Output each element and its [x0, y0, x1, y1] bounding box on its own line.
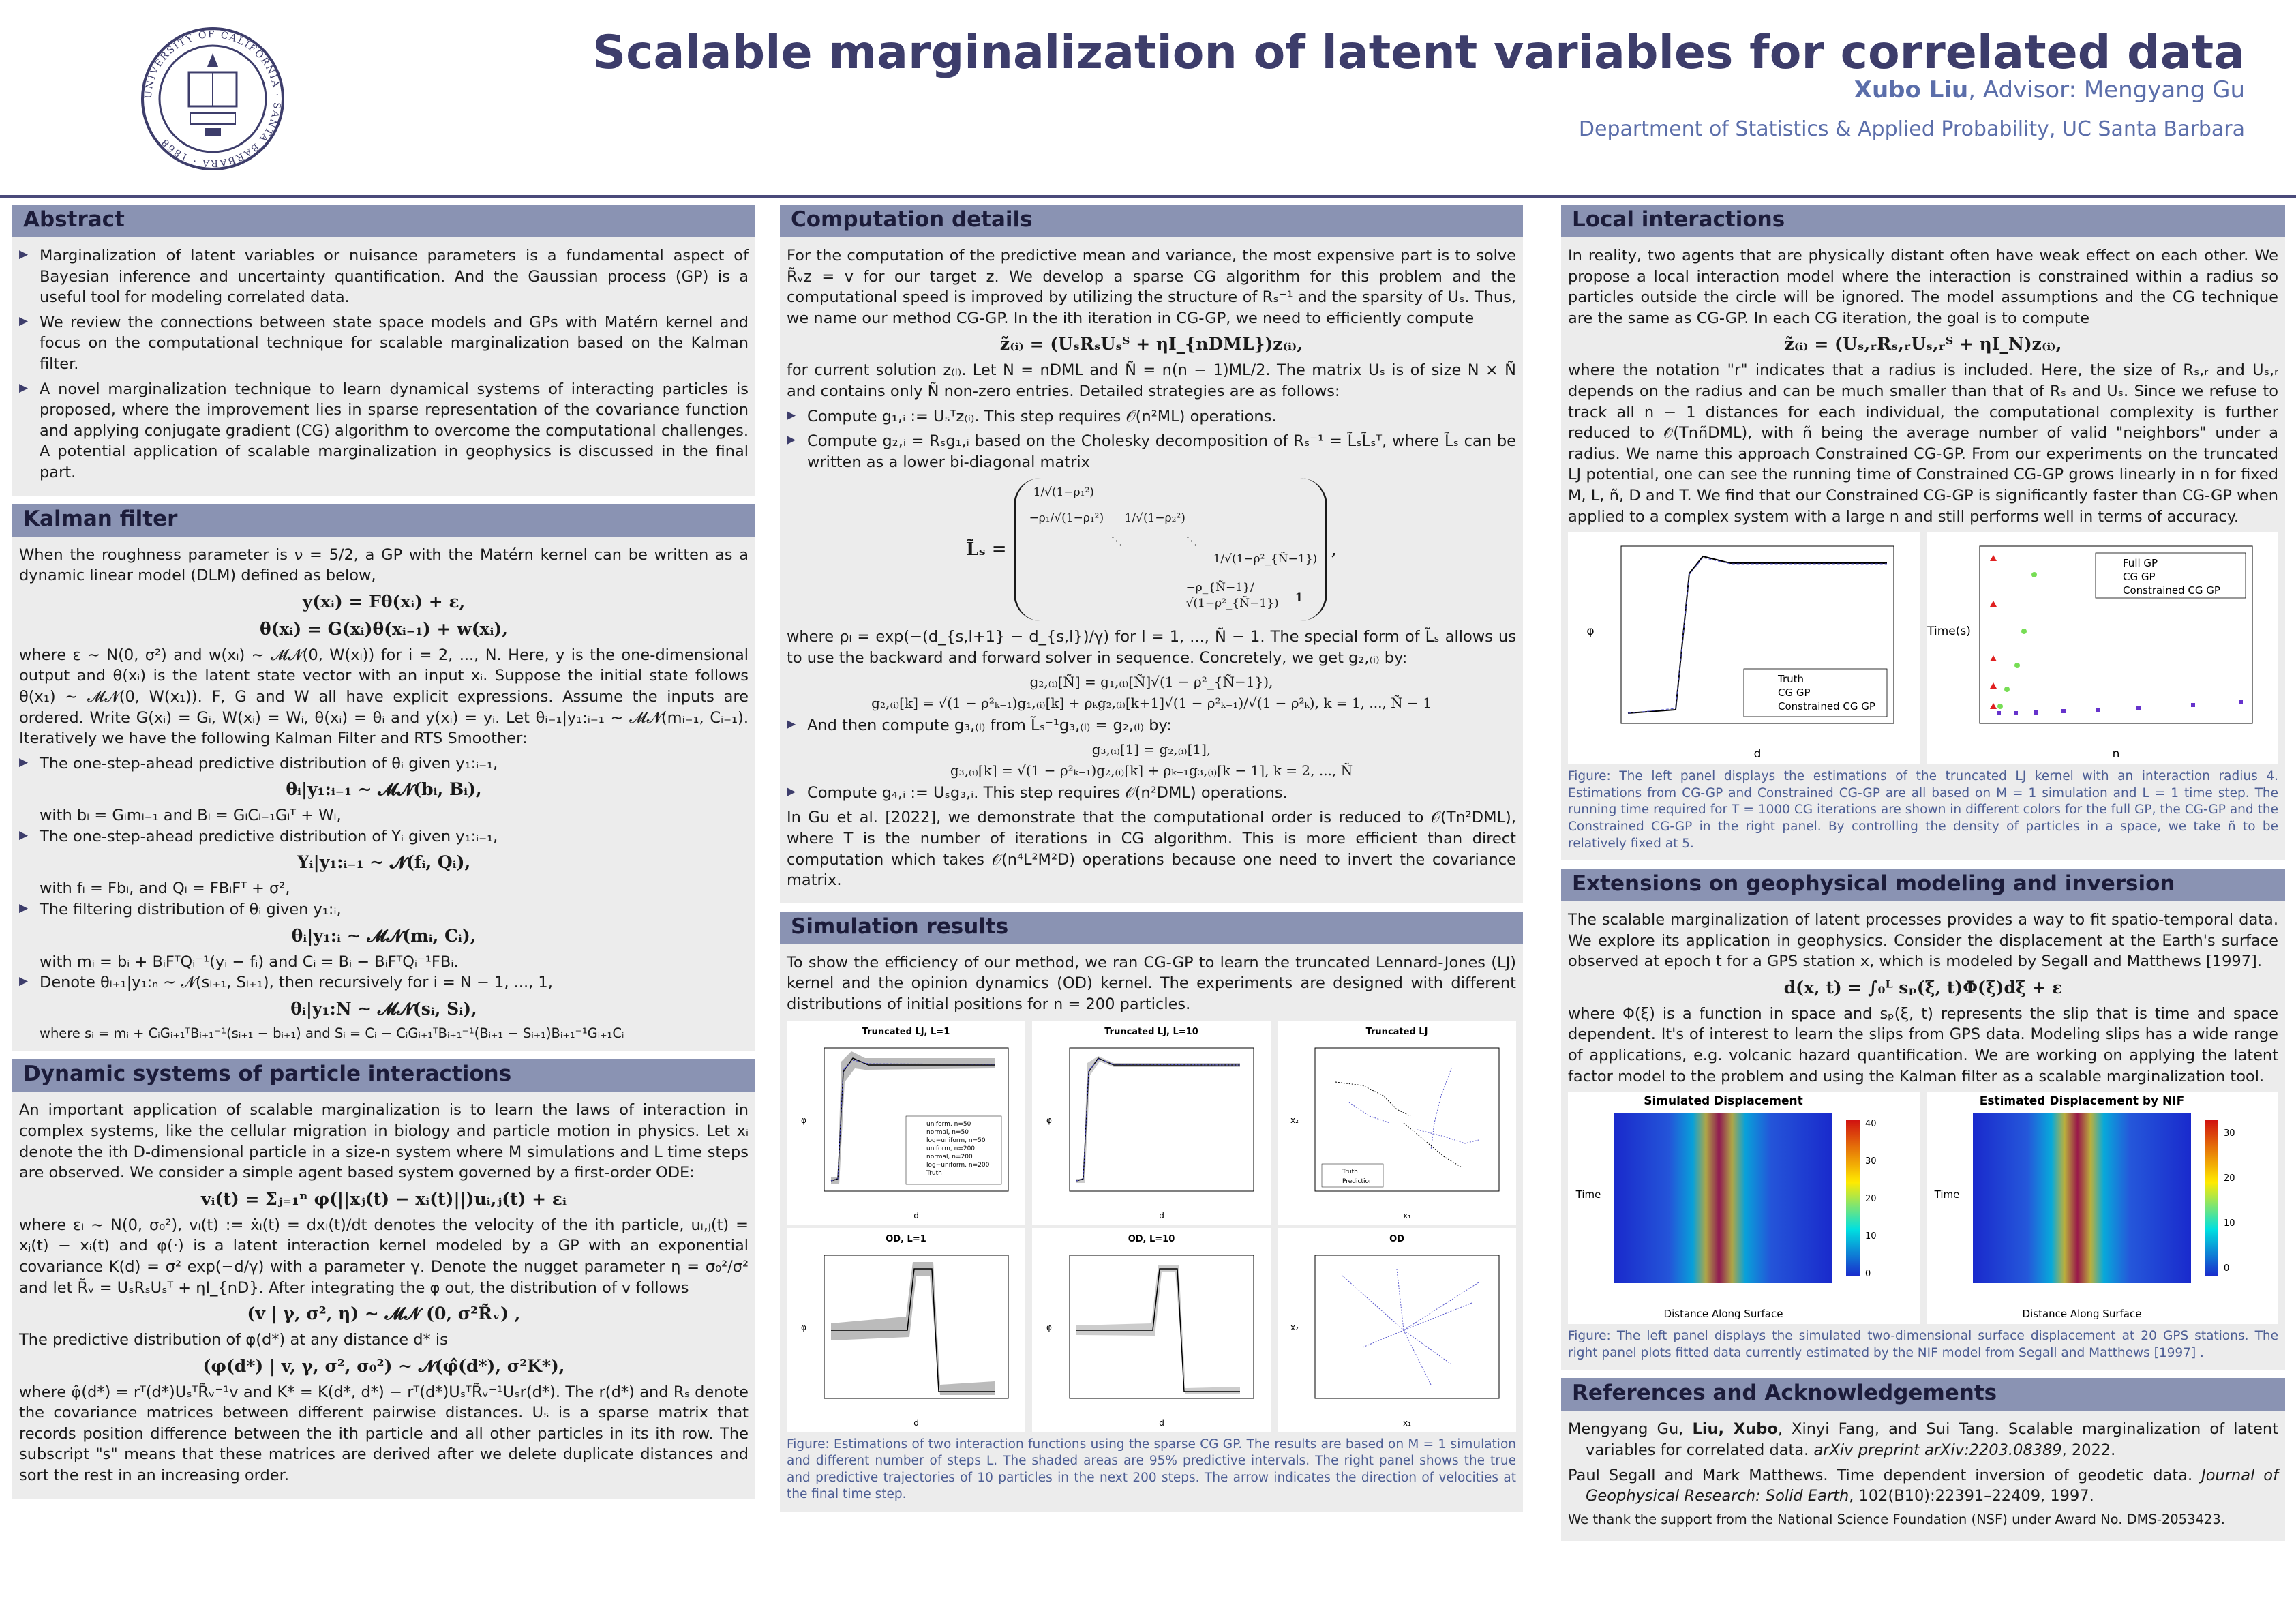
sim-panel-od-l1	[787, 1228, 1025, 1432]
local-kernel-plot	[1568, 532, 1920, 764]
kalman-sub: with bᵢ = Gᵢmᵢ₋₁ and Bᵢ = GᵢCᵢ₋₁Gᵢᵀ + Wᵢ,	[40, 807, 342, 825]
legend-entry: CG GP	[2123, 571, 2156, 584]
colorbar-tick: 40	[1865, 1119, 1877, 1130]
extensions-text: The scalable marginalization of latent processes provides a way to fit spatio-temporal data. We explore its application in geophysics. Consider the displacement at the Earth's surface observed at epoch t for a GPS station x, which is modeled by Segall and Matthews [1997].	[1568, 911, 2278, 971]
local-caption: Figure: The left panel displays the estimations of the truncated LJ kernel with an interaction radius 4. Estimations from CG-GP and Constrained CG-GP are all based on M = 1 simulation and L = 1 time step. The running time required for T = 1000 CG iterations are shown in different colors for the full GP, the CG-GP and the Constrained CG-GP in the right panel. By controlling the density of particles in a space, we take ñ to be relatively fixed at 5.	[1568, 769, 2278, 851]
plot-frame	[1070, 1048, 1254, 1191]
matrix-entry: −ρ₁/√(1−ρ₁²)	[1029, 511, 1104, 526]
cg-gp-point	[2021, 629, 2027, 634]
trajectory	[1404, 1303, 1472, 1330]
panel-title: OD	[1389, 1233, 1404, 1244]
equation: z̃₍ᵢ₎ = (UₛRₛUₛᵀ + ηI_{nDML})z₍ᵢ₎,	[999, 334, 1303, 355]
trajectory	[1349, 1102, 1390, 1123]
y-axis-label: x₂	[1290, 1115, 1299, 1125]
sim-panel-od-trajectories	[1278, 1228, 1516, 1432]
full-gp-point	[1990, 601, 1997, 607]
section-heading: Abstract	[12, 205, 755, 237]
full-gp-point	[1990, 655, 1997, 661]
reference-item: Mengyang Gu, Liu, Xubo, Xinyi Fang, and Sui Tang. Scalable marginalization of latent variables for correlated data. arXiv preprint arXiv:2203.08389, 2022.	[1568, 1420, 2278, 1460]
abstract-bullet: ▶ We review the connections between state space models and GPs with Matérn kernel and focus on the computational technique for scalable marginalization based on the Kalman filter.	[19, 312, 749, 375]
shaded-interval	[1076, 1056, 1240, 1183]
plot-frame	[1315, 1255, 1499, 1398]
x-axis-label: n	[2112, 747, 2120, 762]
legend-entry: Truth	[1778, 673, 1804, 686]
equation: Yᵢ|y₁:ᵢ₋₁ ∼ 𝓝(fᵢ, Qᵢ),	[297, 852, 471, 873]
local-text: In reality, two agents that are physically distant often have weak effect on each other. We propose a local interaction model where the interaction is constrained within a radius so particles outside the circle will be ignored. The model assumptions and the CG technique are the same as CG-GP. In each CG iteration, the goal is to compute	[1568, 247, 2278, 327]
simulation-text: To show the efficiency of our method, we ran CG-GP to learn the truncated Lennard-Jones (LJ) kernel and the opinion dynamics (OD) kernel. The experiments are designed with different distributions of initial positions for n = 200 particles.	[787, 953, 1516, 1014]
legend-entry: Constrained CG GP	[2123, 584, 2220, 597]
extensions-text: where Φ(ξ) is a function in space and sₚ(ξ, t) represents the slip that is time and space dependent. It's of interest to learn the slips from GPS data. Modeling slips has a wide range of applications, e.g. volcanic hazard quantification. We are working on applying the latent factor model to the problem and using the Kalman filter as a scalable marginalization tool.	[1568, 1004, 2278, 1085]
panel-title: Truncated LJ	[1365, 1026, 1428, 1037]
cg-gp-point	[2031, 572, 2037, 577]
kalman-text: where ε ∼ N(0, σ²) and w(xᵢ) ∼ 𝓜𝓝(0, W(xᵢ)) for i = 2, ..., N. Here, y is the one-dimensional output and θ(xᵢ) is the latent state vector with an input xᵢ. Suppose the initial state follows θ(x₁) ∼ 𝓜𝓝(0, W(x₁)). F, G and W all have explicit expressions. Assume the inputs are ordered. Write G(xᵢ) = Gᵢ, W(xᵢ) = Wᵢ, θ(xᵢ) = θᵢ and y(xᵢ) = yᵢ. Let θᵢ₋₁|y₁:ᵢ₋₁ ∼ 𝓜𝓝(mᵢ₋₁, Cᵢ₋₁). Iteratively we have the following Kalman Filter and RTS Smoother:	[19, 646, 749, 748]
legend-entry: normal, n=50	[926, 1128, 969, 1136]
legend-entry: Truth	[926, 1169, 942, 1177]
matrix-dots: ⋱	[1111, 535, 1123, 549]
trajectory	[1404, 1282, 1479, 1330]
colorbar-tick: 10	[2224, 1218, 2235, 1229]
trajectory	[1404, 1123, 1462, 1167]
legend-entry: Constrained CG GP	[1778, 700, 1875, 713]
matrix-dots: ⋱	[1185, 535, 1198, 549]
extensions-figure-row	[1568, 1092, 2278, 1324]
kalman-intro: When the roughness parameter is ν = 5/2, a GP with the Matérn kernel can be written as a dynamic linear model (DLM) defined as below,	[19, 545, 749, 585]
matrix-comma: ,	[1331, 539, 1337, 560]
cg-gp-point	[2004, 687, 2010, 692]
y-axis-label: φ	[1046, 1115, 1052, 1125]
section-heading: References and Acknowledgements	[1561, 1378, 2285, 1411]
section-local	[1561, 205, 2285, 860]
colorbar-tick: 0	[2224, 1263, 2230, 1274]
heatmap-simulated	[1568, 1092, 1920, 1324]
section-extensions	[1561, 869, 2285, 1370]
section-heading: Computation details	[780, 205, 1523, 237]
local-runtime-plot	[1927, 532, 2278, 764]
computation-text: In Gu et al. [2022], we demonstrate that the computational order is reduced to 𝒪(Tn²DML), where T is the number of iterations in CG algorithm. This is more efficient than direct computation which takes 𝒪(n⁴L²M²D) operations because one need to invert the covariance matrix.	[787, 809, 1516, 890]
trajectory	[1335, 1082, 1410, 1116]
y-axis-label: φ	[1586, 625, 1595, 639]
author-name: Xubo Liu	[1854, 76, 1969, 104]
equation: (v | γ, σ², η) ∼ 𝓜𝓝 (0, σ²R̃ᵥ) ,	[247, 1304, 521, 1324]
computation-text: for current solution z₍ᵢ₎. Let N = nDML and Ñ = n(n − 1)ML/2. The matrix Uₛ is of size N × Ñ and contains only Ñ non-zero entries. Detailed strategies are as follows:	[787, 361, 1516, 400]
full-gp-point	[1990, 555, 1997, 561]
x-axis-label: d	[913, 1417, 919, 1428]
legend-entry: log−uniform, n=50	[926, 1137, 986, 1144]
section-heading: Dynamic systems of particle interactions	[12, 1059, 755, 1092]
legend-entry: normal, n=200	[926, 1153, 973, 1160]
y-axis-label: x₂	[1290, 1322, 1299, 1332]
ucsb-seal-logo	[140, 26, 286, 172]
svg-text:UNIVERSITY OF CALIFORNIA · SAN: UNIVERSITY OF CALIFORNIA · SANTA BARBARA · 1868	[142, 29, 283, 169]
full-gp-point	[1990, 703, 1997, 709]
estimate-line	[1076, 1059, 1240, 1181]
x-axis-label: x₁	[1403, 1210, 1411, 1220]
heatmap-estimated	[1927, 1092, 2278, 1324]
equation: y(xᵢ) = Fθ(xᵢ) + ε,	[302, 591, 466, 612]
dynamic-text: The predictive distribution of φ(d*) at any distance d* is	[19, 1331, 448, 1349]
section-references	[1561, 1378, 2285, 1541]
colorbar-tick: 30	[2224, 1128, 2235, 1139]
equation: θᵢ|y₁:N ∼ 𝓜𝓝(sᵢ, Sᵢ),	[290, 998, 477, 1019]
panel-title: Truncated LJ, L=10	[1104, 1026, 1198, 1037]
constrained-point	[2191, 703, 2195, 707]
trajectory	[1431, 1068, 1451, 1150]
constrained-point	[2014, 711, 2018, 715]
section-simulation	[780, 912, 1523, 1512]
cg-gp-point	[1997, 704, 2003, 709]
section-heading: Extensions on geophysical modeling and inversion	[1561, 869, 2285, 901]
equation: g₃,₍ᵢ₎[k] = √(1 − ρ²ₖ₋₁)g₂,₍ᵢ₎[k] + ρₖ₋₁g₃,₍ᵢ₎[k − 1], k = 2, ..., Ñ	[950, 762, 1353, 779]
colorbar-tick: 0	[1865, 1269, 1871, 1280]
panel-title: OD, L=10	[1128, 1233, 1175, 1244]
x-axis-label: Distance Along Surface	[2022, 1308, 2142, 1321]
matrix-entry: −ρ_{Ñ−1}/√(1−ρ²_{Ñ−1})	[1185, 581, 1279, 611]
equation: θᵢ|y₁:ᵢ₋₁ ∼ 𝓜𝓝(bᵢ, Bᵢ),	[286, 779, 482, 800]
reference-item: Paul Segall and Mark Matthews. Time dependent inversion of geodetic data. Journal of Geophysical Research: Solid Earth, 102(B10):22391–22409, 1997.	[1568, 1466, 2278, 1505]
kalman-sub: with mᵢ = bᵢ + BᵢFᵀQᵢ⁻¹(yᵢ − fᵢ) and Cᵢ = Bᵢ − BᵢFᵀQᵢ⁻¹FBᵢ.	[40, 952, 459, 971]
extensions-caption: Figure: The left panel displays the simulated two-dimensional surface displacement at 20 GPS stations. The right panel plots fitted data currently estimated by the NIF model from Segall and Matthews [1997] .	[1568, 1329, 2278, 1360]
dynamic-text: where εᵢ ∼ N(0, σ₀²), vᵢ(t) := ẋᵢ(t) = dxᵢ(t)/dt denotes the velocity of the ith particle, uᵢ,ⱼ(t) = xⱼ(t) − xᵢ(t) and φ(·) is a latent interaction kernel modeled by a GP with an exponential covariance K(d) = σ² exp(−d/γ) with a parameter γ. Denote the nugget parameter η = σ₀²/σ² and let R̃ᵥ = UₛRₛUₛᵀ + ηI_{nD}. After integrating the φ out, the distribution of v follows	[19, 1216, 749, 1297]
section-heading: Simulation results	[780, 912, 1523, 944]
trajectory	[1417, 1130, 1479, 1143]
computation-bullet: ▶ Compute g₂,ᵢ = Rₛg₁,ᵢ based on the Cholesky decomposition of Rₛ⁻¹ = L̃ₛL̃ₛᵀ, where L̃ₛ can be written as a lower bi-diagonal matrix	[787, 431, 1516, 472]
equation: θ(xᵢ) = G(xᵢ)θ(xᵢ₋₁) + w(xᵢ),	[260, 618, 508, 639]
equation: z̃₍ᵢ₎ = (Uₛ,ᵣRₛ,ᵣUₛ,ᵣᵀ + ηI_N)z₍ᵢ₎,	[1784, 334, 2062, 355]
colorbar-tick: 10	[1865, 1231, 1877, 1242]
poster-header	[0, 0, 2296, 198]
constrained-point	[2239, 700, 2243, 704]
x-axis-label: d	[913, 1210, 919, 1220]
legend-entry: Full GP	[2123, 557, 2158, 570]
x-axis-label: Distance Along Surface	[1663, 1308, 1783, 1321]
heatmap-shade	[1973, 1113, 2191, 1283]
constrained-point	[2034, 710, 2038, 715]
trajectory	[1342, 1276, 1404, 1330]
constrained-point	[2096, 708, 2100, 712]
trajectory	[1404, 1330, 1451, 1364]
sim-panel-lj-l1	[787, 1021, 1025, 1225]
trajectory	[1404, 1330, 1431, 1385]
kalman-bullet: ▶ The one-step-ahead predictive distribution of θᵢ given y₁:ᵢ₋₁,	[19, 753, 749, 775]
y-axis-label: Time	[1934, 1188, 1960, 1201]
section-kalman	[12, 504, 755, 1051]
legend-entry: Truth	[1342, 1168, 1358, 1175]
equation: d(x, t) = ∫₀ᴸ sₚ(ξ, t)Φ(ξ)dξ + ε	[1783, 977, 2063, 997]
matrix	[1014, 478, 1327, 621]
simulation-figure-grid	[787, 1021, 1516, 1432]
column-middle	[780, 205, 1523, 1520]
computation-bullet: ▶ And then compute g₃,₍ᵢ₎ from L̃ₛ⁻¹g₃,₍ᵢ₎ = g₂,₍ᵢ₎ by:	[787, 715, 1516, 736]
kalman-bullet: ▶ Denote θᵢ₊₁|y₁:ₙ ∼ 𝓝(sᵢ₊₁, Sᵢ₊₁), then recursively for i = N − 1, ..., 1,	[19, 972, 749, 993]
computation-text: For the computation of the predictive mean and variance, the most expensive part is to solve R̃ᵥz = v for our target z. We develop a sparse CG algorithm for this problem and the computational speed is improved by utilizing the structure of Rₛ⁻¹ and the sparsity of Uₛ. Thus, we name our method CG-GP. In the ith iteration in CG-GP, we need to efficiently compute	[787, 247, 1516, 327]
poster-title: Scalable marginalization of latent variables for correlated data	[592, 26, 2245, 80]
colorbar	[1846, 1120, 1860, 1276]
kalman-sub: where sᵢ = mᵢ + CᵢGᵢ₊₁ᵀBᵢ₊₁⁻¹(sᵢ₊₁ − bᵢ₊₁) and Sᵢ = Cᵢ − CᵢGᵢ₊₁ᵀBᵢ₊₁⁻¹(Bᵢ₊₁ − Sᵢ₊₁)Bᵢ₊₁⁻¹Gᵢ₊₁Cᵢ	[40, 1025, 624, 1041]
advisor-name: , Advisor: Mengyang Gu	[1968, 76, 2245, 104]
sim-panel-od-l10	[1032, 1228, 1271, 1432]
x-axis-label: d	[1159, 1210, 1164, 1220]
panel-title: OD, L=1	[886, 1233, 926, 1244]
y-axis-label: φ	[1046, 1322, 1052, 1332]
dynamic-text: where φ̂(d*) = rᵀ(d*)UₛᵀR̃ᵥ⁻¹v and K* = K(d*, d*) − rᵀ(d*)UₛᵀR̃ᵥ⁻¹Uₛr(d*). The r(d*) and Rₛ denote the covariance matrices between different pairwise distances. Uₛ is a sparse matrix that records position difference between the ith particle and all other particles in its ith row. The subscript "s" means that these matrices are derived after we delete duplicate distances and sort the rest in an increasing order.	[19, 1383, 749, 1485]
computation-text: where ρₗ = exp(−(d_{s,l+1} − d_{s,l})/γ) for l = 1, ..., Ñ − 1. The special form of L̃ₛ allows us to use the backward and forward solver in sequence. Concretely, we get g₂,₍ᵢ₎ by:	[787, 628, 1516, 667]
full-gp-point	[1990, 682, 1997, 689]
colorbar-tick: 20	[2224, 1173, 2235, 1184]
y-axis-label: φ	[801, 1115, 806, 1125]
dynamic-text: An important application of scalable marginalization is to learn the laws of interaction in complex systems, like the cellular migration in biology and particle motion in physics. Let xᵢ denote the ith D-dimensional particle in a size-n system where M simulations and L time steps are observed. We consider a simple agent based system governed by a first-order ODE:	[19, 1101, 749, 1182]
legend-entry: uniform, n=200	[926, 1145, 976, 1152]
constrained-point	[1997, 711, 2001, 715]
y-axis-label: Time(s)	[1927, 625, 1971, 639]
kalman-sub: with fᵢ = Fbᵢ, and Qᵢ = FBᵢFᵀ + σ²,	[40, 880, 290, 898]
column-left	[12, 205, 755, 1507]
matrix-entry: 1/√(1−ρ₁²)	[1033, 485, 1094, 500]
kalman-bullet: ▶ The one-step-ahead predictive distribution of Yᵢ given y₁:ᵢ₋₁,	[19, 826, 749, 847]
abstract-bullet: ▶ A novel marginalization technique to learn dynamical systems of interacting particles is proposed, where the improvement lies in sparse representation of the covariance function and applying conjugate gradient (CG) algorithm to overcome the computational challenges. A potential application of scalable marginalization in geophysics is discussed in the final part.	[19, 379, 749, 483]
constrained-point	[2061, 709, 2066, 713]
section-computation	[780, 205, 1523, 903]
truth-line	[1076, 1058, 1240, 1181]
author-line	[1854, 76, 2245, 104]
equation: g₂,₍ᵢ₎[Ñ] = g₁,₍ᵢ₎[Ñ]√(1 − ρ²_{Ñ−1}),	[1029, 673, 1273, 690]
legend-entry: Prediction	[1342, 1177, 1373, 1185]
section-abstract	[12, 205, 755, 496]
computation-bullet: ▶ Compute g₄,ᵢ := Uₛg₃,ᵢ. This step requires 𝒪(n²DML) operations.	[787, 783, 1516, 804]
local-text: where the notation "r" indicates that a radius is included. Here, the size of Rₛ,ᵣ and Uₛ,ᵣ depends on the radius and can be much smaller than that of Rₛ and Uₛ. Since we refuse to track all n − 1 distances for each individual, the computational complexity is further reduced to 𝒪(TnñDML), with ñ being the average number of valid "neighbors" under a radius. We name this approach Constrained CG-GP. From our experiments on the truncated LJ potential, one can see the running time of Constrained CG-GP grows linearly in n for fixed M, L, ñ, D and T. We find that our Constrained CG-GP is significantly faster than CG-GP when applied to a complex system with a large n and still performs well in terms of accuracy.	[1568, 361, 2278, 526]
abstract-bullet: ▶ Marginalization of latent variables or nuisance parameters is a fundamental aspect of Bayesian inference and uncertainty quantification. And the Gaussian process (GP) is a useful tool for modeling correlated data.	[19, 245, 749, 308]
department: Department of Statistics & Applied Probability, UC Santa Barbara	[1578, 117, 2245, 141]
section-dynamic	[12, 1059, 755, 1498]
computation-bullet: ▶ Compute g₁,ᵢ := Uₛᵀz₍ᵢ₎. This step requires 𝒪(n²ML) operations.	[787, 406, 1516, 427]
kalman-bullet: ▶ The filtering distribution of θᵢ given y₁:ᵢ,	[19, 899, 749, 920]
y-axis-label: Time	[1575, 1188, 1601, 1201]
equation: g₃,₍ᵢ₎[1] = g₂,₍ᵢ₎[1],	[1091, 740, 1211, 757]
equation: (φ(d*) | v, γ, σ², σ₀²) ∼ 𝓝(φ̂(d*), σ²K*),	[202, 1355, 565, 1376]
matrix-entry: 1/√(1−ρ²_{Ñ−1})	[1213, 552, 1318, 567]
legend-entry: log−uniform, n=200	[926, 1161, 990, 1169]
heatmap-title: Simulated Displacement	[1644, 1094, 1803, 1109]
equation: g₂,₍ᵢ₎[k] = √(1 − ρ²ₖ₋₁)g₁,₍ᵢ₎[k] + ρₖg₂,₍ᵢ₎[k+1]√(1 − ρ²ₖ₋₁)/√(1 − ρ²ₖ), k = 1, ..., Ñ − 1	[871, 694, 1432, 711]
acknowledgement: We thank the support from the National Science Foundation (NSF) under Award No. DMS-2053423.	[1568, 1511, 2225, 1527]
panel-title: Truncated LJ, L=1	[862, 1026, 950, 1037]
sim-panel-lj-l10	[1032, 1021, 1271, 1225]
section-heading: Kalman filter	[12, 504, 755, 537]
equation: vᵢ(t) = Σⱼ₌₁ⁿ φ(||xⱼ(t) − xᵢ(t)||)uᵢ,ⱼ(t) + εᵢ	[201, 1188, 567, 1209]
legend-entry: uniform, n=50	[926, 1120, 971, 1128]
y-axis-label: φ	[801, 1322, 806, 1332]
colorbar	[2205, 1120, 2218, 1276]
column-right	[1561, 205, 2285, 1549]
matrix-entry: 1	[1295, 591, 1303, 605]
trajectory	[1363, 1330, 1404, 1347]
colorbar-tick: 30	[1865, 1156, 1877, 1167]
heatmap-title: Estimated Displacement by NIF	[1979, 1094, 2185, 1109]
matrix-label: L̃ₛ =	[966, 539, 1007, 560]
heatmap-shade	[1614, 1113, 1832, 1283]
x-axis-label: d	[1159, 1417, 1164, 1428]
x-axis-label: x₁	[1403, 1417, 1411, 1428]
matrix-entry: 1/√(1−ρ₂²)	[1124, 511, 1185, 526]
section-heading: Local interactions	[1561, 205, 2285, 237]
colorbar-tick: 20	[1865, 1194, 1877, 1205]
x-axis-label: d	[1753, 747, 1762, 762]
constrained-point	[2136, 706, 2141, 710]
simulation-caption: Figure: Estimations of two interaction functions using the sparse CG GP. The results are based on M = 1 simulation and different number of steps L. The shaded areas are 95% predictive intervals. The right panel shows the true and predictive trajectories of 10 particles in the next 200 steps. The arrow indicates the direction of velocities at the final time step.	[787, 1437, 1516, 1502]
trajectory	[1397, 1269, 1404, 1330]
legend-entry: CG GP	[1778, 687, 1811, 700]
sim-panel-lj-trajectories	[1278, 1021, 1516, 1225]
equation: θᵢ|y₁:ᵢ ∼ 𝓜𝓝(mᵢ, Cᵢ),	[291, 925, 477, 946]
matrix-block	[787, 478, 1516, 621]
cg-gp-point	[2014, 663, 2020, 668]
local-figure-row	[1568, 532, 2278, 764]
